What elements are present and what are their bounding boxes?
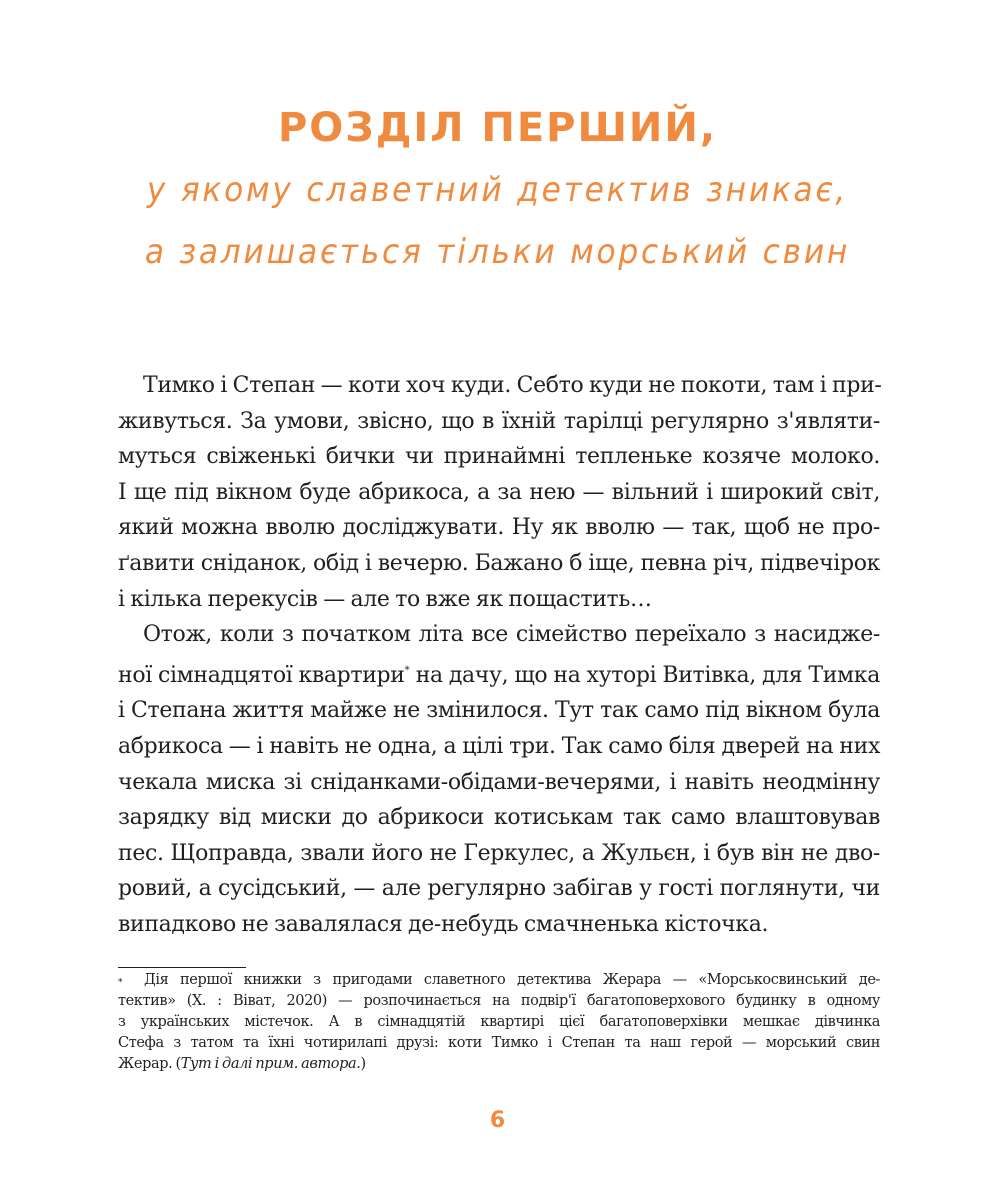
body-text (118, 368, 880, 943)
footnote-line-part: Жерар. ( (118, 1056, 181, 1072)
body-line: живуться. За умови, звісно, що в їхній тарілці регулярно з'являти- (118, 408, 880, 434)
body-line-with-footnote (118, 653, 880, 694)
body-line: і кілька перекусів — але то вже як пощастить… (118, 586, 652, 612)
chapter-heading (0, 98, 995, 282)
footnote-line: Стефа з татом та їхні чотирилапі друзі: коти Тимко і Степан та наш герой — морський свин (118, 1035, 880, 1051)
footnote-author-note: Тут і далі прим. автора. (180, 1056, 361, 1072)
footnote (118, 970, 880, 1075)
body-line: ровий, а сусідський, — але регулярно забігав у гості поглянути, чи (118, 876, 880, 902)
chapter-subtitle-line-1: у якому славетний детектив зникає, (146, 170, 849, 210)
footnote-line: Дія першої книжки з пригодами славетного детектива Жерара — «Морськосвинський де- (144, 972, 880, 988)
footnote-reference: * (404, 664, 410, 676)
footnote-marker: * (118, 978, 123, 988)
body-line: зарядку від миски до абрикоси котиськам так само влаштовував (118, 805, 880, 831)
body-line: Тимко і Степан — коти хоч куди. Себто куди не покоти, там і при- (143, 373, 882, 398)
body-line: пес. Щоправда, звали його не Геркулес, а Жульєн, і був він не дво- (118, 840, 880, 866)
footnote-line-last (118, 1054, 880, 1075)
body-line: абрикоса — і навіть не одна, а цілі три. Так само біля дверей на них (118, 733, 880, 759)
body-line: муться свіженькі бички чи принаймні тепленьке козяче молоко. (118, 444, 880, 470)
body-line-part: ної сімнадцятої квартири (118, 662, 405, 688)
chapter-subtitle-line-2: а залишається тільки морський свин (144, 232, 851, 272)
body-line: І ще під вікном буде абрикоса, а за нею — вільний і широкий світ, (118, 479, 880, 505)
footnote-line: з українських містечок. А в сімнадцятій квартирі цієї багатоповерхівки мешкає дівчинка (118, 1014, 880, 1030)
body-line-part: на дачу, що на хуторі Витівка, для Тимка (415, 662, 880, 688)
body-line: випадково не завалялася де-небудь смачненька кісточка. (118, 911, 769, 937)
chapter-title: РОЗДІЛ ПЕРШИЙ, (277, 105, 718, 151)
page-number: 6 (489, 1108, 506, 1133)
footnote-line: тектив» (Х. : Віват, 2020) — розпочинається на подвір'ї багатоповерхового будинку в одному (118, 993, 880, 1009)
body-line: який можна вволю досліджувати. Ну як вволю — так, щоб не про- (118, 515, 880, 541)
body-line: і Степана життя майже не змінилося. Тут так само під вікном була (118, 698, 880, 724)
footnote-divider (118, 967, 246, 968)
body-line: чекала миска зі сніданками-обідами-вечерями, і навіть неодмінну (118, 769, 880, 795)
body-line: ґавити сніданок, обід і вечерю. Бажано б іще, певна річ, підвечірок (118, 550, 880, 576)
footnote-closing: ) (360, 1056, 366, 1072)
body-line: Отож, коли з початком літа все сімейство переїхало з насидже- (143, 622, 880, 648)
